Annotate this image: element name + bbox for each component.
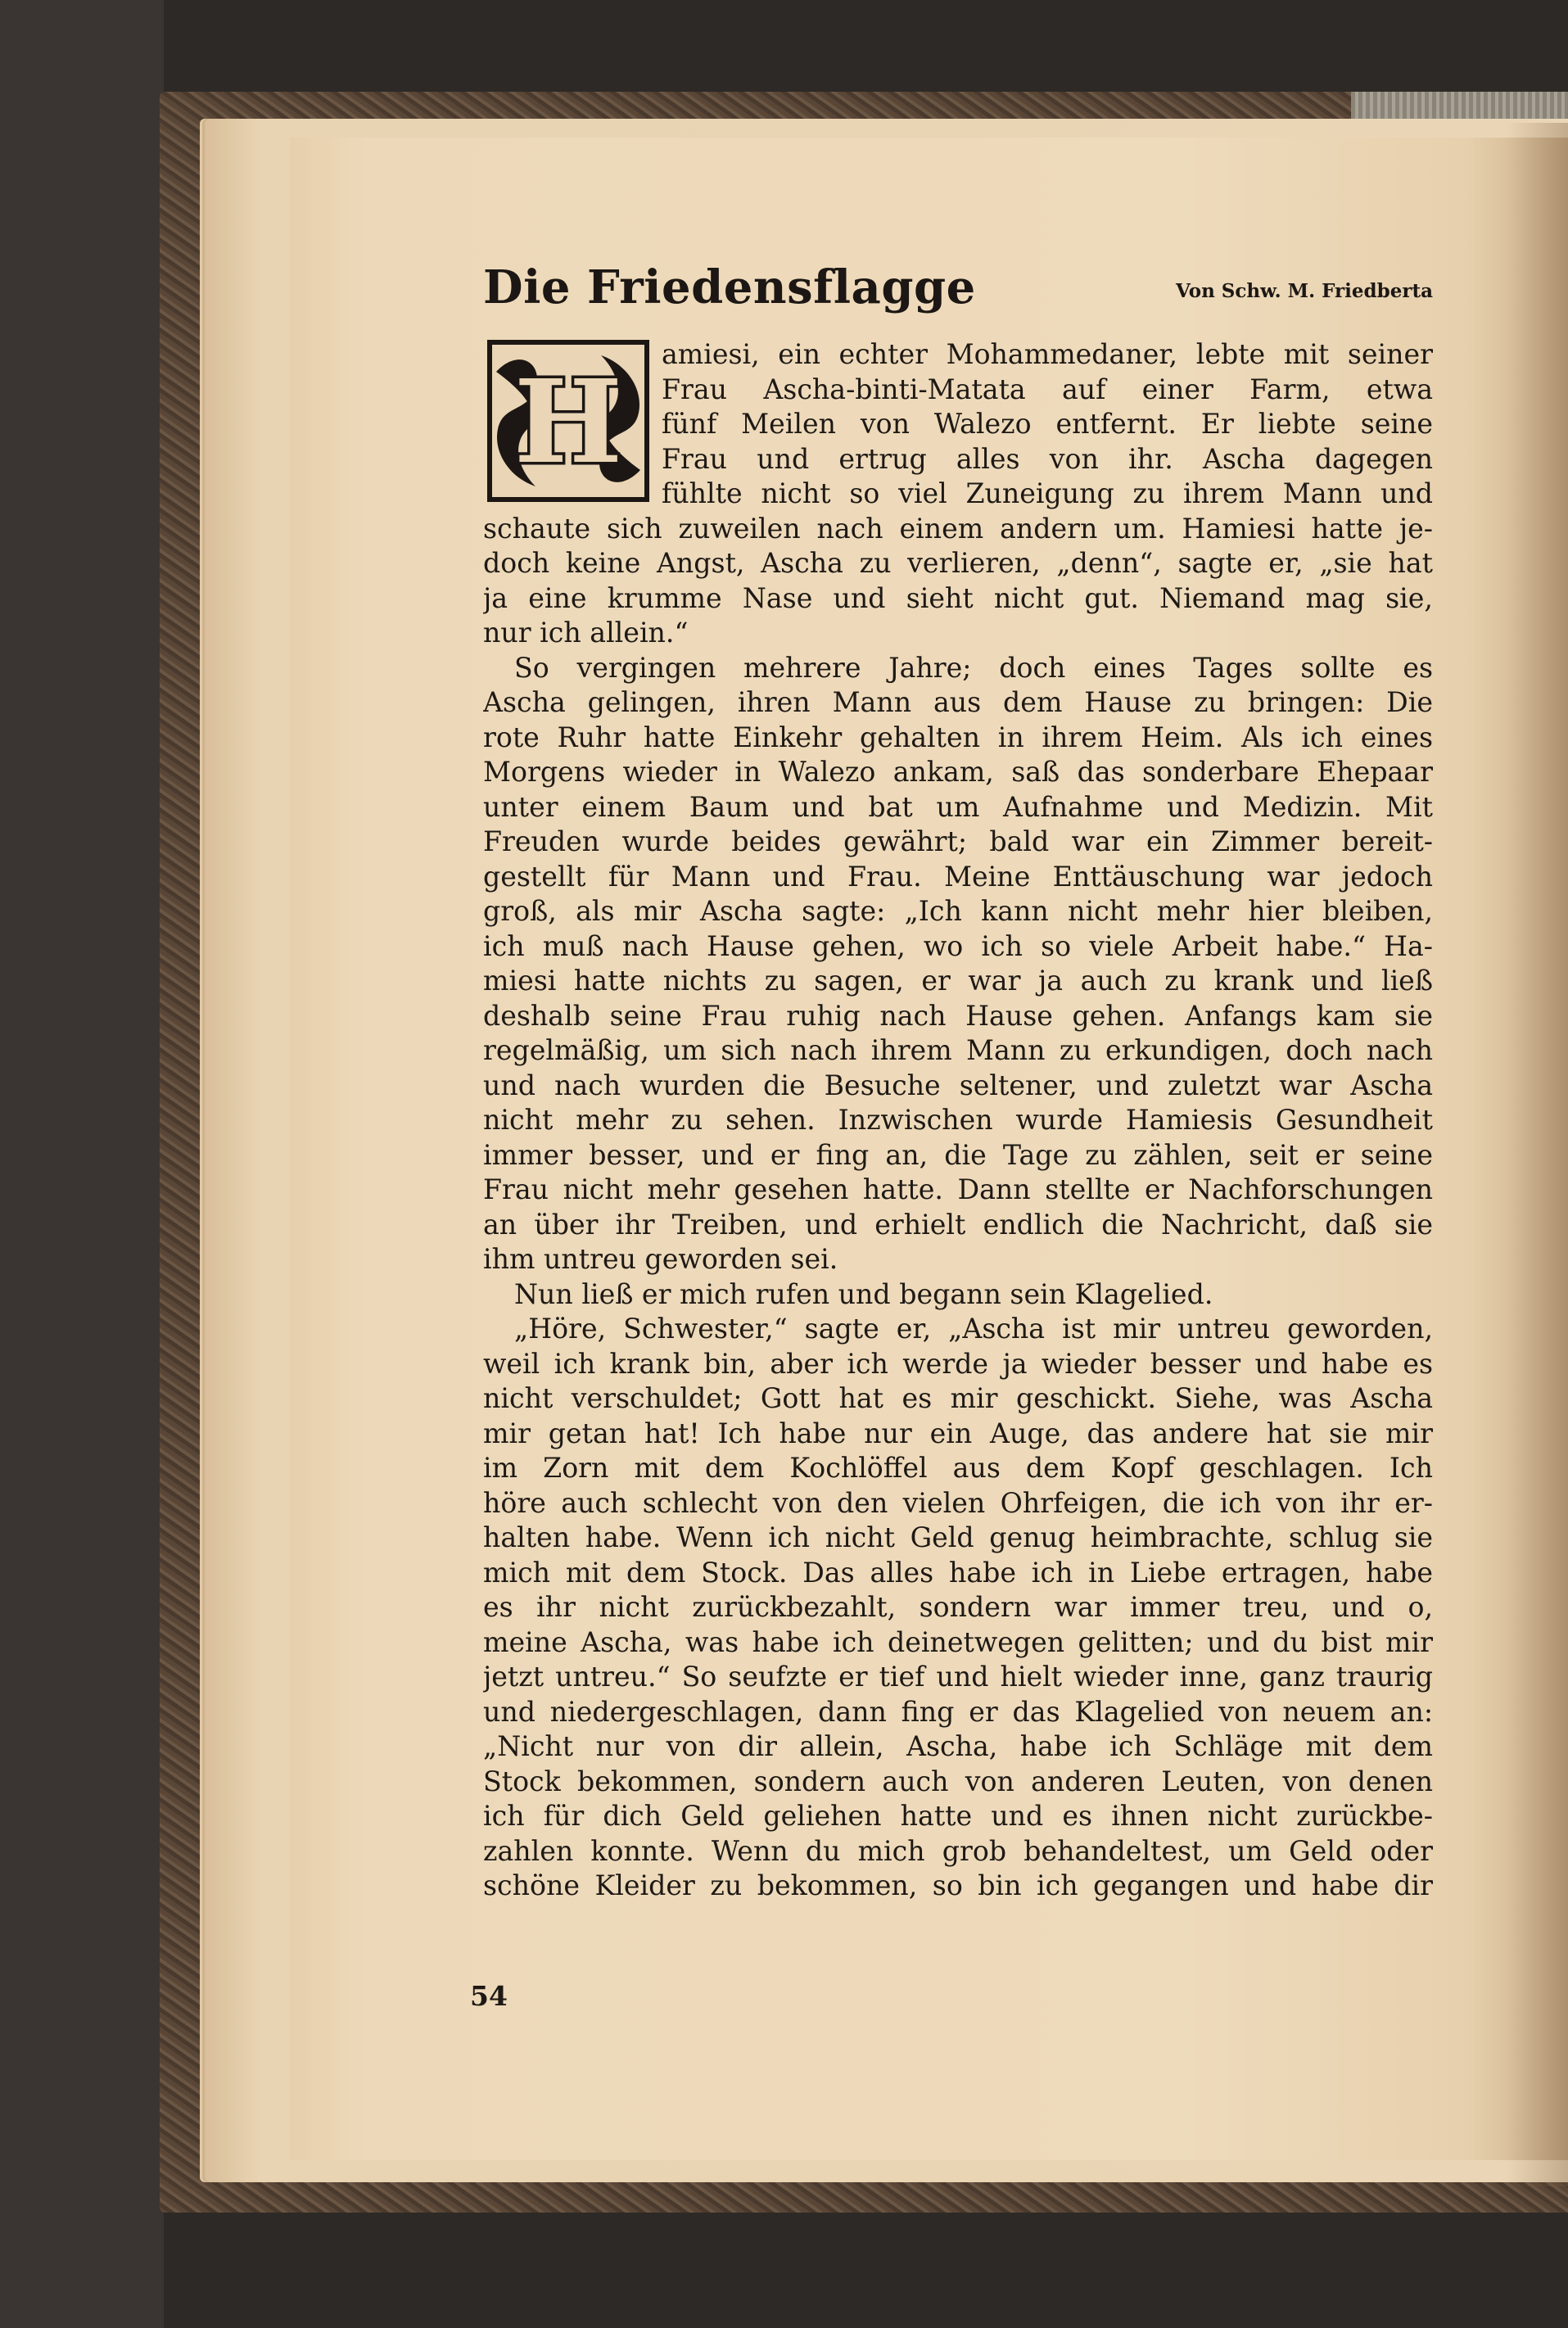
text-line: mir getan hat! Ich habe nur ein Auge, das andere hat sie mir [483, 1417, 1433, 1449]
text-line: meine Ascha, was habe ich deinetwegen gelitten; und du bist mir [483, 1625, 1433, 1658]
text-line: Nun ließ er mich rufen und begann sein Klagelied. [514, 1277, 1213, 1310]
text-line: halten habe. Wenn ich nicht Geld genug heimbrachte, schlug sie [483, 1521, 1433, 1553]
text-line: „Nicht nur von dir allein, Ascha, habe ich Schläge mit dem [483, 1730, 1433, 1762]
text-line: Freuden wurde beides gewährt; bald war ein Zimmer bereit- [483, 825, 1433, 857]
text-line: regelmäßig, um sich nach ihrem Mann zu erkundigen, doch nach [483, 1034, 1433, 1066]
text-line: amiesi, ein echter Mohammedaner, lebte mit seiner [662, 338, 1433, 370]
text-line: gestellt für Mann und Frau. Meine Enttäuschung war jedoch [483, 860, 1433, 893]
text-line: ich muß nach Hause gehen, wo ich so viele Arbeit habe.“ Ha- [483, 929, 1433, 962]
text-line: höre auch schlecht von den vielen Ohrfeigen, die ich von ihr er- [483, 1486, 1433, 1519]
text-line: es ihr nicht zurückbezahlt, sondern war immer treu, und o, [483, 1591, 1433, 1623]
text-line: weil ich krank bin, aber ich werde ja wieder besser und habe es [483, 1347, 1433, 1380]
text-line: fünf Meilen von Walezo entfernt. Er liebte seine [662, 408, 1433, 440]
text-line: ihm untreu geworden sei. [483, 1243, 838, 1275]
text-line: nicht mehr zu sehen. Inzwischen wurde Hamiesis Gesundheit [483, 1104, 1433, 1136]
text-line: rote Ruhr hatte Einkehr gehalten in ihrem Heim. Als ich eines [483, 721, 1433, 753]
page-number: 54 [470, 1980, 508, 2012]
text-line: Frau nicht mehr gesehen hatte. Dann stellte er Nachforschungen [483, 1173, 1433, 1205]
text-line: immer besser, und er fing an, die Tage zu zählen, seit er seine [483, 1138, 1433, 1171]
text-line: Ascha gelingen, ihren Mann aus dem Hause zu bringen: Die [483, 686, 1433, 718]
text-line: Frau und ertrug alles von ihr. Ascha dagegen [662, 442, 1433, 475]
text-line: schöne Kleider zu bekommen, so bin ich gegangen und habe dir [483, 1869, 1433, 1901]
text-line: jetzt untreu.“ So seufzte er tief und hielt wieder inne, ganz traurig [483, 1661, 1433, 1693]
text-line: doch keine Angst, Ascha zu verlieren, „denn“, sagte er, „sie hat [483, 547, 1433, 579]
text-line: schaute sich zuweilen nach einem andern um. Hamiesi hatte je- [483, 512, 1433, 545]
author-line: Von Schw. M. Friedberta [1176, 280, 1433, 302]
text-line: mich mit dem Stock. Das alles habe ich in Liebe ertragen, habe [483, 1556, 1433, 1589]
text-line: Frau Ascha-binti-Matata auf einer Farm, etwa [662, 373, 1433, 405]
text-line: fühlte nicht so viel Zuneigung zu ihrem Mann und [662, 477, 1433, 509]
text-line: ich für dich Geld geliehen hatte und es ihnen nicht zurückbe- [483, 1800, 1433, 1832]
body-text [483, 337, 1433, 1904]
initial-letter: H [513, 355, 623, 490]
text-line: zahlen konnte. Wenn du mich grob behandeltest, um Geld oder [483, 1834, 1433, 1867]
text-line: ja eine krumme Nase und sieht nicht gut. Niemand mag sie, [483, 581, 1433, 614]
text-line: unter einem Baum und bat um Aufnahme und Medizin. Mit [483, 790, 1433, 823]
text-line: So vergingen mehrere Jahre; doch eines Tages sollte es [514, 651, 1433, 684]
page-title: Die Friedensflagge [483, 260, 976, 314]
text-line: an über ihr Treiben, und erhielt endlich die Nachricht, daß sie [483, 1208, 1433, 1241]
text-line: Stock bekommen, sondern auch von anderen Leuten, von denen [483, 1765, 1433, 1797]
text-line: „Höre, Schwester,“ sagte er, „Ascha ist mir untreu geworden, [514, 1313, 1433, 1345]
page-gutter-shadow [1507, 123, 1568, 2186]
text-line: nicht verschuldet; Gott hat es mir geschickt. Siehe, was Ascha [483, 1382, 1433, 1414]
text-line: nur ich allein.“ [483, 617, 689, 649]
background-left [0, 0, 164, 2328]
text-line: deshalb seine Frau ruhig nach Hause gehen. Anfangs kam sie [483, 999, 1433, 1032]
text-line: im Zorn mit dem Kochlöffel aus dem Kopf geschlagen. Ich [483, 1452, 1433, 1484]
text-line: miesi hatte nichts zu sagen, er war ja auch zu krank und ließ [483, 965, 1433, 997]
text-line: und nach wurden die Besuche seltener, und zuletzt war Ascha [483, 1069, 1433, 1101]
text-line: groß, als mir Ascha sagte: „Ich kann nicht mehr hier bleiben, [483, 895, 1433, 927]
text-line: Morgens wieder in Walezo ankam, saß das sonderbare Ehepaar [483, 756, 1433, 788]
text-line: und niedergeschlagen, dann fing er das Klagelied von neuem an: [483, 1695, 1433, 1728]
